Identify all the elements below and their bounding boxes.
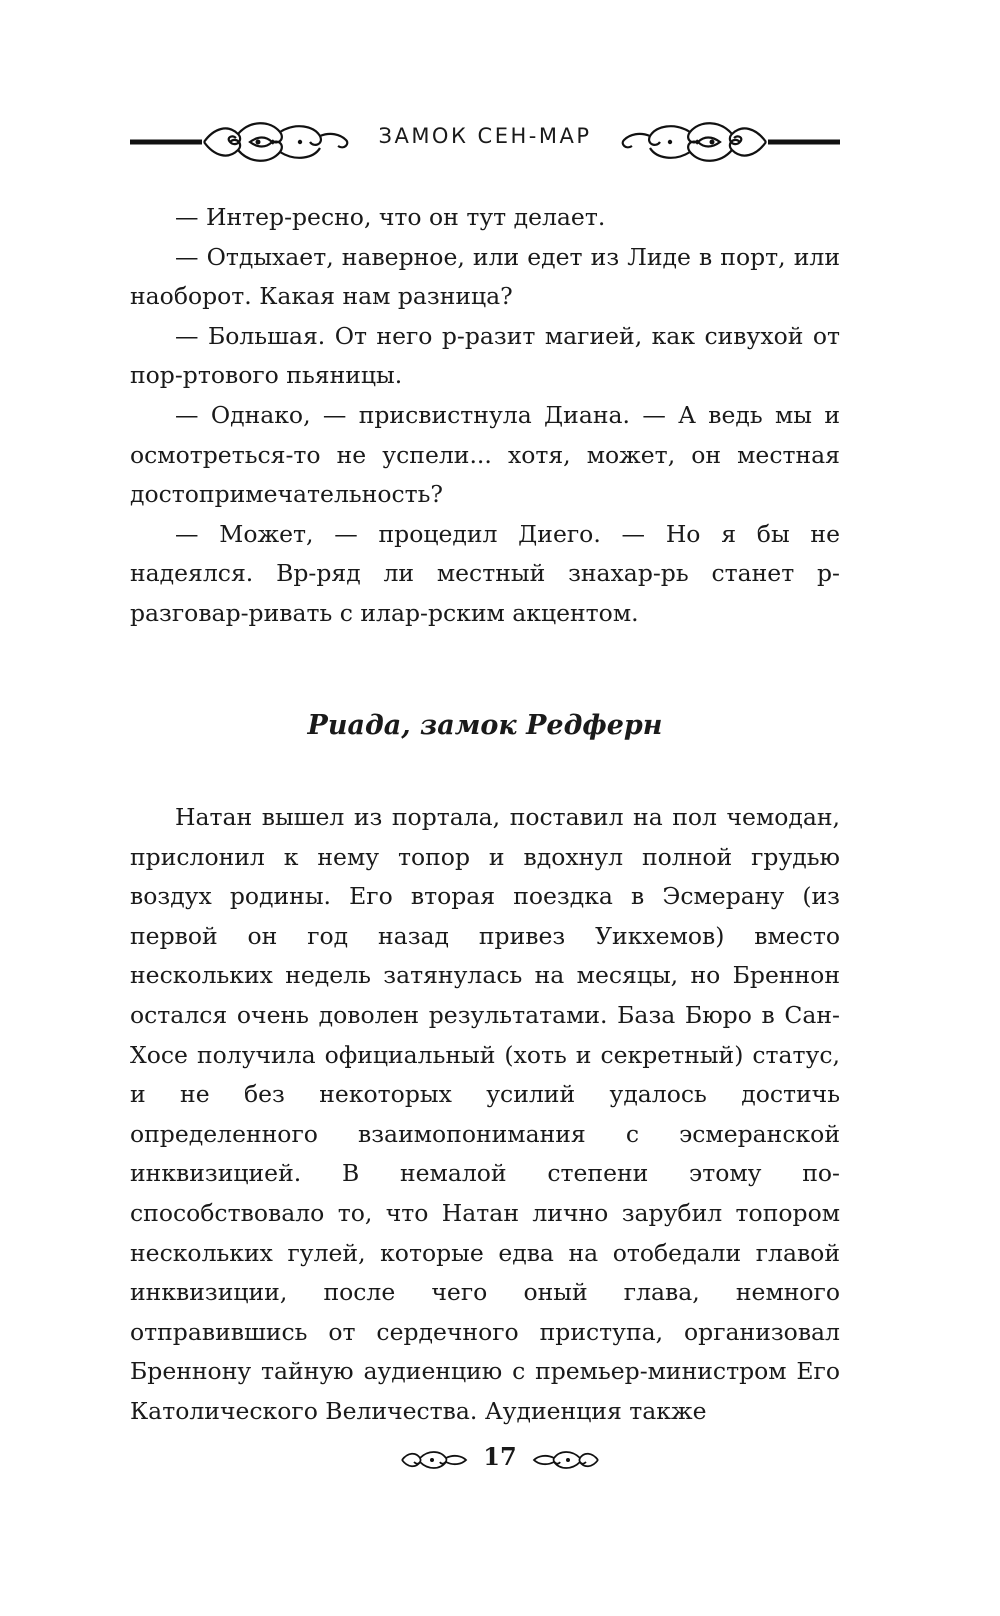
scroll-ornament-icon [610, 110, 840, 166]
running-header [130, 110, 840, 166]
dialogue-line: — Однако, — присвистнула Диана. — А ведь мы и осмотреться-то не успели... хотя, может, он местная достопримечательность? [130, 400, 840, 509]
narrative-block [130, 798, 840, 1432]
dialogue-line: — Может, — процедил Диего. — Но я бы не надеялся. Вр-ряд ли местный знахар-рь станет р-разговар-ривать с илар-рским акцентом. [130, 519, 840, 627]
dialogue-block [130, 198, 840, 634]
page-number: 17 [483, 1442, 517, 1471]
section-heading: Риада, замок Редферн [307, 710, 663, 741]
flourish-ornament-icon [530, 1444, 600, 1476]
narrative-paragraph: Натан вышел из портала, поставил на пол чемодан, прислонил к нему топор и вдохнул полной грудью воздух родины. Его вторая поездка в Эсмерану (из первой он год назад привез Уикхемов) вместо нескольких недель затянулась на месяцы, но Бреннон остался очень доволен результатами. База Бюро в Сан-Хосе получила официальный (хоть и секретный) статус, и не без некоторых усилий удалось достичь определенного взаимопонимания с эсмеранской инквизицией. В немалой степени этому поспособствовало то, что Натан лично зарубил топором нескольких гулей, которые едва на отобедали главой инквизиции, после чего оный глава, немного отправившись от сердечного приступа, организовал Бреннону тайную аудиенцию с премьер-министром Его Католического Величества. Аудиенция также [130, 803, 840, 1425]
dialogue-line: — Большая. От него р-разит магией, как сивухой от пор-ртового пьяницы. [130, 321, 840, 390]
dialogue-line: — Интер-ресно, что он тут делает. [175, 203, 606, 231]
page-footer [400, 1440, 600, 1480]
running-title: ЗАМОК СЕН-МАР [378, 124, 592, 148]
dialogue-line: — Отдыхает, наверное, или едет из Лиде в порт, или наоборот. Какая нам разница? [130, 242, 840, 311]
